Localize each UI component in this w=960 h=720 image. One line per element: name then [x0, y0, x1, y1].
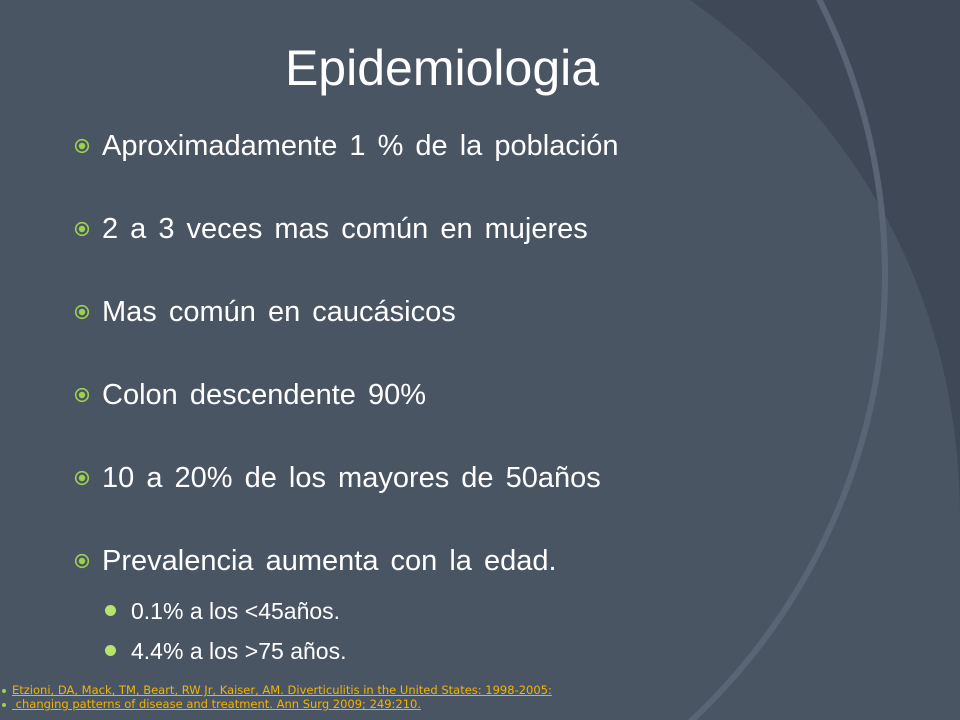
- sub-bullet-item: [105, 636, 346, 666]
- green-dot-bullet-icon: [105, 645, 116, 656]
- circled-dot-bullet-icon: [74, 221, 90, 237]
- bullet-item: [74, 211, 894, 294]
- bullet-text: Mas común en caucásicos: [102, 296, 456, 328]
- circled-dot-bullet-icon: [74, 138, 90, 154]
- bullet-list: [74, 128, 894, 626]
- slide-title: Epidemiologia: [284, 40, 600, 96]
- bullet-text: 2 a 3 veces mas común en mujeres: [102, 213, 588, 245]
- green-dot-bullet-icon: [105, 605, 116, 616]
- dot-icon: [2, 689, 6, 693]
- dot-icon: [2, 703, 6, 707]
- reference-line: [2, 683, 552, 697]
- sub-bullet-text: 4.4% a los >75 años.: [131, 638, 347, 664]
- reference-line: [2, 697, 552, 711]
- circled-dot-bullet-icon: [74, 470, 90, 486]
- sub-bullet-text: 0.1% a los <45años.: [131, 598, 341, 624]
- bullet-item: [74, 377, 894, 460]
- sub-bullet-item: [105, 596, 340, 626]
- bullet-text: Aproximadamente 1 % de la población: [102, 130, 619, 162]
- reference-link[interactable]: changing patterns of disease and treatment. Ann Surg 2009; 249:210.: [12, 697, 422, 711]
- circled-dot-bullet-icon: [74, 304, 90, 320]
- bullet-text: 10 a 20% de los mayores de 50años: [102, 462, 601, 494]
- bullet-item: [74, 294, 894, 377]
- bullet-item: [74, 128, 894, 211]
- bullet-text: Colon descendente 90%: [102, 379, 427, 411]
- circled-dot-bullet-icon: [74, 553, 90, 569]
- bullet-text: Prevalencia aumenta con la edad.: [102, 545, 557, 577]
- references: [2, 683, 552, 711]
- circled-dot-bullet-icon: [74, 387, 90, 403]
- reference-link[interactable]: Etzioni, DA, Mack, TM, Beart, RW Jr, Kaiser, AM. Diverticulitis in the United States: 1998-2005:: [12, 683, 552, 697]
- bullet-item: [74, 460, 894, 543]
